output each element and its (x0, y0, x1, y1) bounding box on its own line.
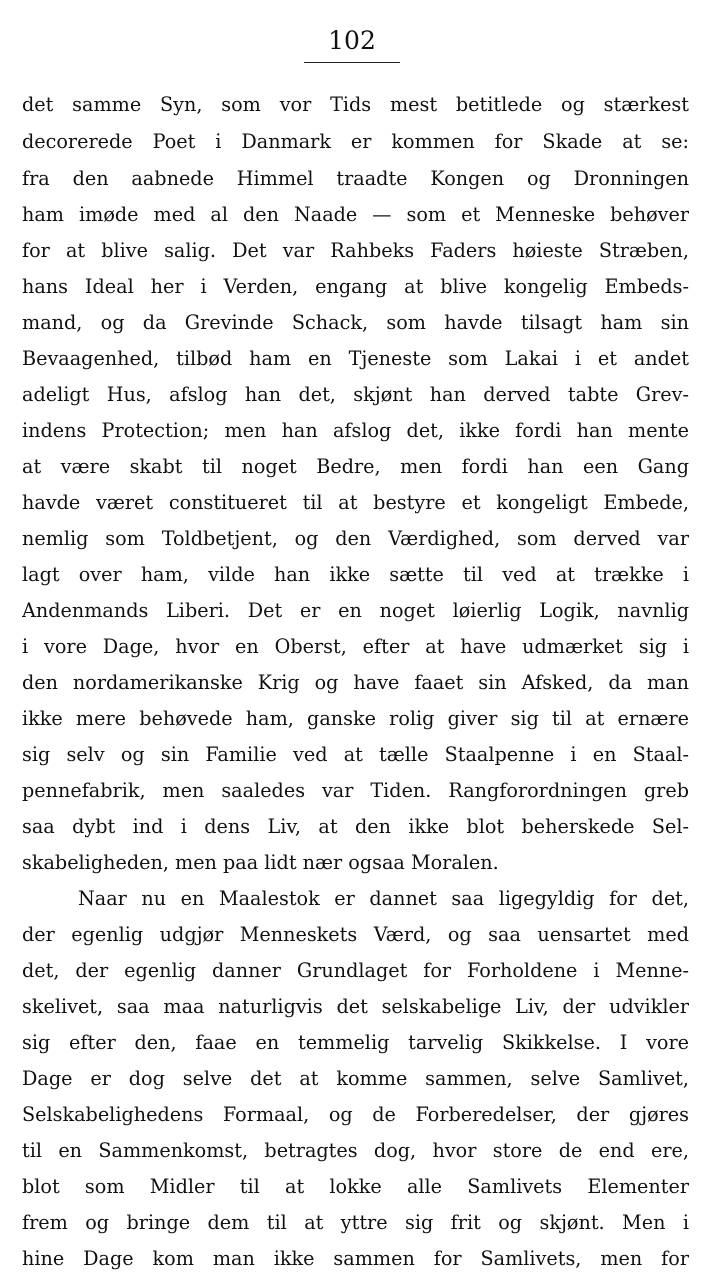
text-line: til en Sammenkomst, betragtes dog, hvor store de end ere, (22, 1139, 689, 1162)
text-line: fra den aabnede Himmel traadte Kongen og Dronningen (22, 167, 689, 190)
text-line: havde været constitueret til at bestyre et kongeligt Embede, (22, 491, 689, 514)
text-line: indens Protection; men han afslog det, ikke fordi han mente (22, 419, 689, 442)
text-line: at være skabt til noget Bedre, men fordi han een Gang (22, 455, 689, 478)
text-line: Bevaagenhed, tilbød ham en Tjeneste som Lakai i et andet (22, 347, 689, 370)
text-line: ikke mere behøvede ham, ganske rolig giver sig til at ernære (22, 707, 689, 730)
text-line: hans Ideal her i Verden, engang at blive kongelig Embeds- (22, 275, 689, 298)
text-line: sig efter den, faae en temmelig tarvelig Skikkelse. I vore (22, 1031, 689, 1054)
text-line: Dage er dog selve det at komme sammen, selve Samlivet, (22, 1067, 689, 1090)
text-line: mand, og da Grevinde Schack, som havde tilsagt ham sin (22, 311, 689, 334)
text-line: nemlig som Toldbetjent, og den Værdighed, som derved var (22, 527, 689, 550)
text-line: Selskabelighedens Formaal, og de Forberedelser, der gjøres (22, 1103, 689, 1126)
text-line: frem og bringe dem til at yttre sig frit og skjønt. Men i (22, 1211, 689, 1234)
text-line: den nordamerikanske Krig og have faaet sin Afsked, da man (22, 671, 689, 694)
text-line: skelivet, saa maa naturligvis det selskabelige Liv, der udvikler (22, 995, 689, 1018)
text-line: for at blive salig. Det var Rahbeks Faders høieste Stræben, (22, 239, 689, 262)
text-line: sig selv og sin Familie ved at tælle Staalpenne i en Staal- (22, 743, 689, 766)
text-line: blot som Midler til at lokke alle Samlivets Elementer (22, 1175, 689, 1198)
text-line: Andenmands Liberi. Det er en noget løierlig Logik, navnlig (22, 599, 689, 622)
text-line: adeligt Hus, afslog han det, skjønt han derved tabte Grev- (22, 383, 689, 406)
text-line: ham imøde med al den Naade — som et Menneske behøver (22, 203, 689, 226)
text-line: det, der egenlig danner Grundlaget for Forholdene i Menne- (22, 959, 689, 982)
text-line: der egenlig udgjør Menneskets Værd, og saa uensartet med (22, 923, 689, 946)
text-line: decorerede Poet i Danmark er kommen for Skade at se: (22, 130, 689, 153)
text-line: pennefabrik, men saaledes var Tiden. Rangforordningen greb (22, 779, 689, 802)
text-line: saa dybt ind i dens Liv, at den ikke blot beherskede Sel- (22, 815, 689, 838)
text-line: Naar nu en Maalestok er dannet saa ligegyldig for det, (78, 887, 689, 910)
page-number-rule (304, 62, 400, 63)
text-line: skabeligheden, men paa lidt nær ogsaa Moralen. (22, 851, 499, 874)
text-line: i vore Dage, hvor en Oberst, efter at have udmærket sig i (22, 635, 689, 658)
text-line: hine Dage kom man ikke sammen for Samlivets, men for (22, 1247, 689, 1270)
page-number: 102 (328, 26, 376, 55)
text-line: lagt over ham, vilde han ikke sætte til ved at trække i (22, 563, 689, 586)
text-line: det samme Syn, som vor Tids mest betitlede og stærkest (22, 93, 689, 116)
